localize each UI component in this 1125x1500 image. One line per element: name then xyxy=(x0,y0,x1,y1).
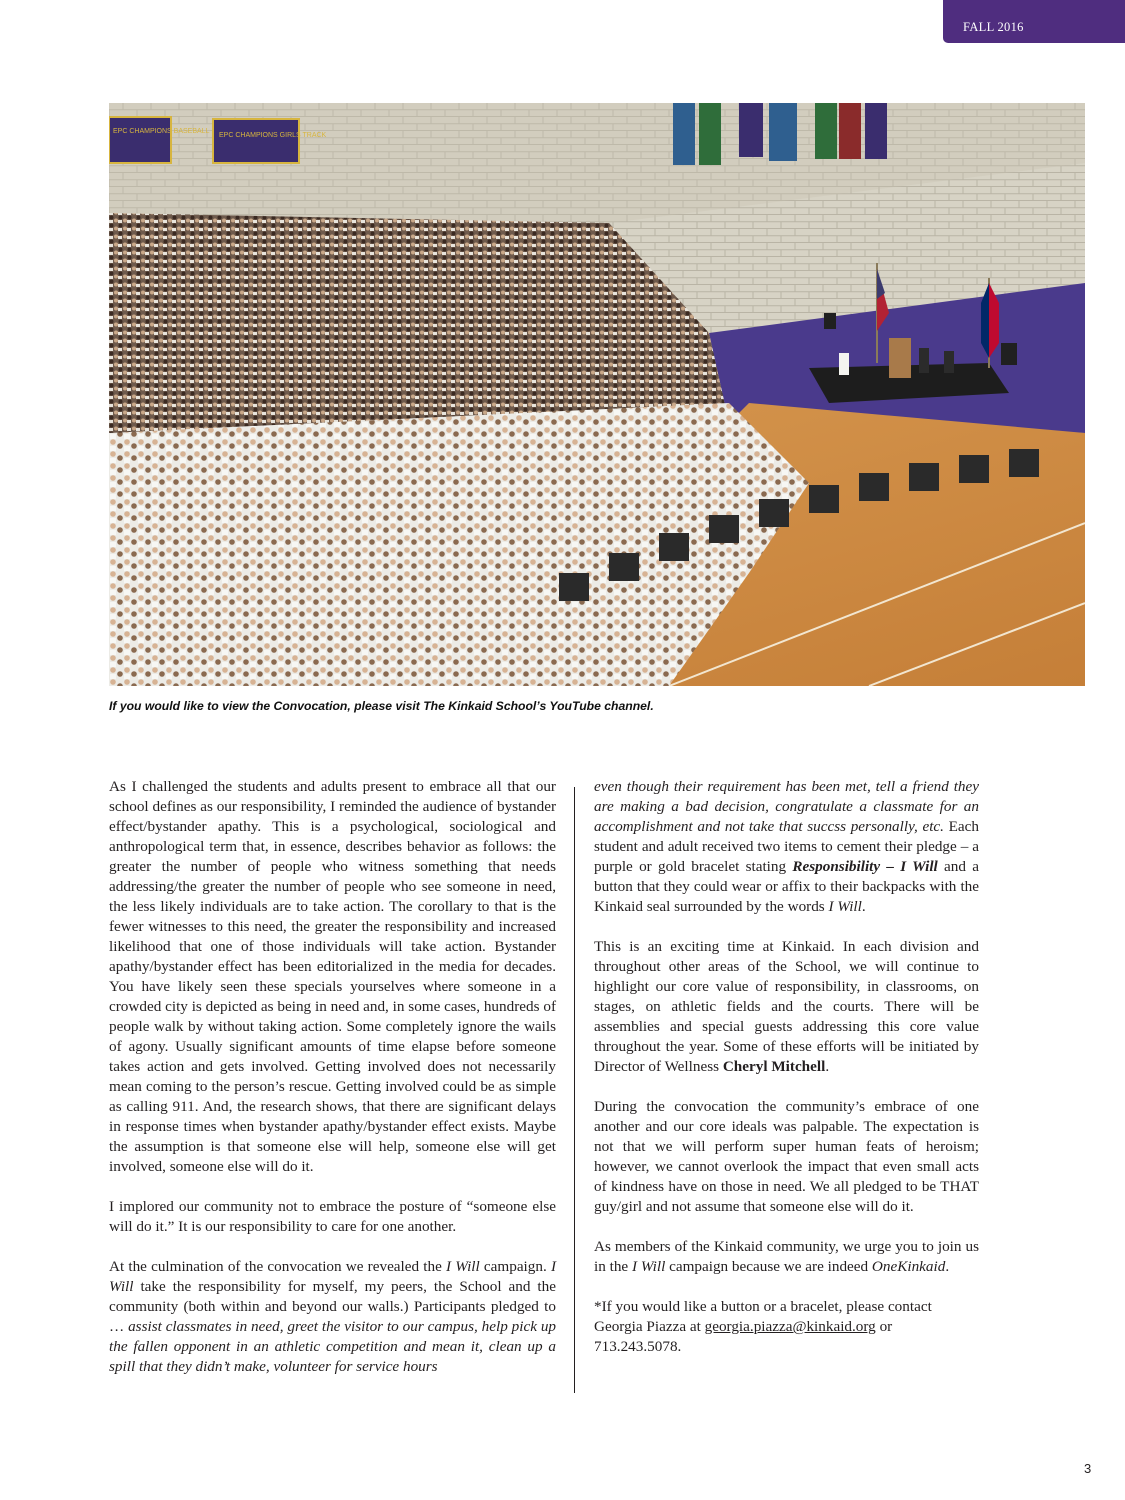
convocation-photo xyxy=(109,103,1085,686)
photo-caption: If you would like to view the Convocation, please visit The Kinkaid School’s YouTube channel. xyxy=(109,699,654,713)
left-paragraph-3 xyxy=(109,1257,556,1377)
pledge-list-continued: even though their requirement has been met, tell a friend they are making a bad decision, congratulate a classmate for an accomplishment and not take that succss personally, etc. xyxy=(594,778,979,835)
text-run: campaign because we are indeed xyxy=(665,1258,872,1275)
text-run: This is an exciting time at Kinkaid. In each division and throughout other areas of the School, we will continue to highlight our core value of responsibility, in classrooms, on stages, on athletic fields and the courts. There will be assemblies and special guests addressing this core value throughout the year. Some of these efforts will be initiated by Director of Wellness xyxy=(594,938,979,1075)
season-label: FALL 2016 xyxy=(963,20,1024,34)
text-run: campaign. xyxy=(479,1258,551,1275)
i-will-term: I Will xyxy=(631,1258,666,1275)
right-paragraph-1 xyxy=(594,777,979,917)
right-paragraph-4 xyxy=(594,1237,979,1277)
text-run: *If you would like a button or a bracelet, please contact Georgia Piazza at xyxy=(594,1298,932,1335)
contact-phone: 713.243.5078. xyxy=(594,1338,682,1355)
right-paragraph-2 xyxy=(594,937,979,1077)
text-run: and a button that they could wear or affix to their backpacks with the Kinkaid seal surrounded by the words xyxy=(594,858,979,915)
right-paragraph-3: During the convocation the community’s embrace of one another and our core ideals was palpable. The expectation is not that we will perform super human feats of heroism; however, we cannot overlook the impact that even small acts of kindness have on those in need. We all pledged to be THAT guy/girl and not assume that someone else will do it. xyxy=(594,1098,979,1215)
bracelet-text: Responsibility – I Will xyxy=(792,858,938,875)
director-name: Cheryl Mitchell xyxy=(722,1058,826,1075)
season-tab xyxy=(943,0,1125,43)
i-will-term: I Will xyxy=(446,1258,480,1275)
left-paragraph-1: As I challenged the students and adults present to embrace all that our school defines as our responsibility, I reminded the audience of bystander effect/bystander apathy. This is a psychological, sociological and anthropological term that, in essence, describes behavior as follows: the greater the number of people who witness something that needs addressing/the greater the number of people who see someone in need, the less likely individuals are to take action. The corollary to that is the fewer witnesses to this need, the greater the responsibility and increased likelihood that one of those individuals will take action. Bystander apathy/bystander effect has been editorialized in the media for decades. You have likely seen these specials yourselves where someone in a crowded city is depicted as being in need and, in some cases, hundreds of people walk by without taking action. Some completely ignore the wails of agony. Usually significant amounts of time elapse before someone takes action and gets involved. Getting involved does not necessarily mean coming to the person’s rescue. Getting involved could be as simple as calling 911. And, the research shows, that there are significant delays in response times when bystander apathy/bystander effect exists. Maybe the assumption is that someone else will help, someone else will get involved, someone else will do it. xyxy=(109,778,556,1175)
text-run: or xyxy=(875,1318,893,1335)
pledge-list: assist classmates in need, greet the visitor to our campus, help pick up the fallen opponent in an athletic competition and mean it, clean up a spill that they didn’t make, volunteer for service hours xyxy=(109,1318,557,1375)
onekinkaid-term: OneKinkaid xyxy=(871,1258,946,1275)
left-column xyxy=(109,777,556,1377)
right-column xyxy=(594,777,979,1357)
banner-baseball: EPC CHAMPIONS BASEBALL xyxy=(113,128,210,135)
page-number: 3 xyxy=(1084,1461,1092,1476)
i-will-term: I Will xyxy=(828,898,862,915)
banner-girls-track: EPC CHAMPIONS GIRLS TRACK xyxy=(219,132,327,139)
right-paragraph-5 xyxy=(594,1297,979,1357)
text-run: As members of the Kinkaid community, we urge you to join us in the xyxy=(594,1238,979,1275)
text-run: take the responsibility for myself, my peers, the School and the community (both within and beyond our walls.) Participants pledged to … xyxy=(109,1278,556,1335)
text-run: . xyxy=(825,1058,830,1075)
text-run: . xyxy=(945,1258,950,1275)
column-divider xyxy=(574,787,575,1393)
contact-email-link[interactable]: georgia.piazza@kinkaid.org xyxy=(704,1318,876,1335)
left-paragraph-2: I implored our community not to embrace the posture of “someone else will do it.” It is our responsibility to care for one another. xyxy=(109,1198,556,1235)
text-run: Each student and adult received two items to cement their pledge – a purple or gold bracelet stating xyxy=(594,818,980,875)
text-run: . xyxy=(861,898,866,915)
i-will-term: I Will xyxy=(109,1258,557,1295)
text-run: At the culmination of the convocation we revealed the xyxy=(109,1258,447,1275)
